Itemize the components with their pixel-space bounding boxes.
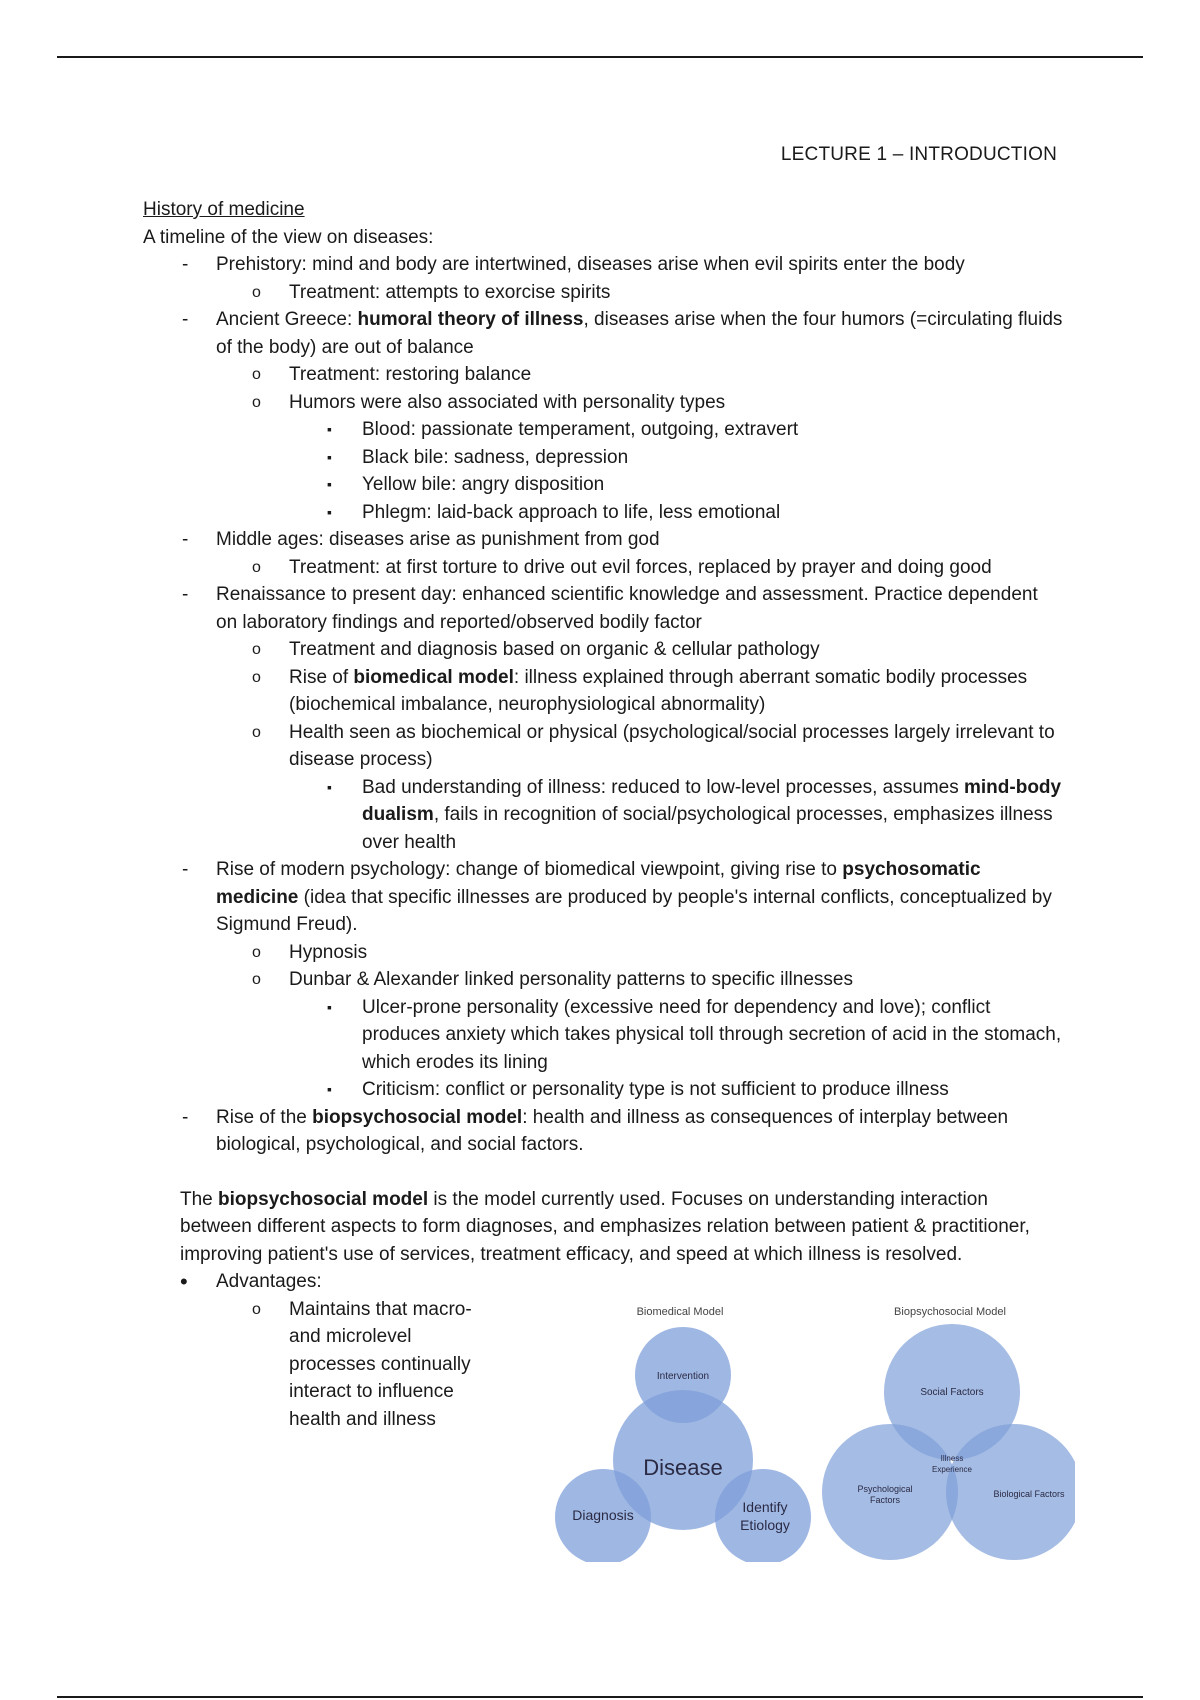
- biomedical-diagnosis-label: Diagnosis: [572, 1507, 634, 1523]
- list-item: - Prehistory: mind and body are intertwined, diseases arise when evil spirits enter the body o Treatment: attempts to exorcise spirits: [143, 251, 1063, 306]
- list-item: o Treatment: attempts to exorcise spirits: [216, 279, 1063, 307]
- biopsychosocial-illness-label-2: Experience: [931, 1465, 973, 1474]
- biomedical-etiology-label-1: Identify: [742, 1499, 788, 1515]
- list-item: o Humors were also associated with personality types ▪ Blood: passionate temperament, outgoing, extravert ▪ Black bile: sadness, depression ▪ Yellow bile: angry disposition ▪ Phlegm: laid-back approach to life, less emotional: [216, 389, 1063, 527]
- list-item: ▪ Yellow bile: angry disposition: [289, 471, 1063, 499]
- biopsychosocial-title: Biopsychosocial Model: [894, 1306, 1006, 1318]
- list-item: • Advantages: o Maintains that macro- and microlevel processes continually interact to influence health and illness: [180, 1268, 1063, 1433]
- list-item: o Maintains that macro- and microlevel processes continually interact to influence health and illness: [216, 1296, 486, 1434]
- document-body: [143, 196, 1063, 1433]
- list-item: o Hypnosis: [216, 939, 1063, 967]
- list-item: - Middle ages: diseases arise as punishment from god o Treatment: at first torture to drive out evil forces, replaced by prayer and doing good: [143, 526, 1063, 581]
- biomedical-etiology-circle: [715, 1469, 811, 1562]
- biopsychosocial-psych-label-2: Factors: [869, 1495, 901, 1505]
- biopsychosocial-psych-label-1: Psychological: [857, 1484, 913, 1494]
- list-item: o Treatment and diagnosis based on organic & cellular pathology: [216, 636, 1063, 664]
- list-item: o Treatment: restoring balance: [216, 361, 1063, 389]
- list-item: - Rise of the biopsychosocial model: health and illness as consequences of interplay between biological, psychological, and social factors.: [143, 1104, 1063, 1159]
- biomedical-title: Biomedical Model: [636, 1306, 724, 1318]
- lecture-header: LECTURE 1 – INTRODUCTION: [780, 144, 1057, 165]
- biomedical-disease-label: Disease: [643, 1455, 723, 1480]
- list-item: ▪ Criticism: conflict or personality type is not sufficient to produce illness: [289, 1076, 1063, 1104]
- list-item: o Rise of biomedical model: illness explained through aberrant somatic bodily processes (biochemical imbalance, neurophysiological abnormality): [216, 664, 1063, 719]
- list-item: o Dunbar & Alexander linked personality patterns to specific illnesses ▪ Ulcer-prone personality (excessive need for dependency and love); conflict produces anxiety which takes physical toll through secretion of acid in the stomach, which erodes its lining ▪ Criticism: conflict or personality type is not sufficient to produce illness: [216, 966, 1063, 1104]
- intro-text: A timeline of the view on diseases:: [143, 226, 434, 248]
- list-item: - Ancient Greece: humoral theory of illness, diseases arise when the four humors (=circulating fluids of the body) are out of balance o Treatment: restoring balance o Humors were also associated with personality types ▪ Blood: passionate temperament, outgoing, extravert ▪ Black bile: sadness, depression ▪ Yellow bile: angry disposition ▪ Phlegm: laid-back approach to life, less emotional: [143, 306, 1063, 526]
- list-item: o Treatment: at first torture to drive out evil forces, replaced by prayer and doing good: [216, 554, 1063, 582]
- model-comparison-figure: [555, 1300, 1075, 1562]
- list-item: - Rise of modern psychology: change of biomedical viewpoint, giving rise to psychosomatic medicine (idea that specific illnesses are produced by people's internal conflicts, conceptualized by Sigmund Freud). o Hypnosis o Dunbar & Alexander linked personality patterns to specific illnesses ▪ Ulcer-prone personality (excessive need for dependency and love); conflict produces anxiety which takes physical toll through secretion of acid in the stomach, which erodes its lining ▪ Criticism: conflict or personality type is not sufficient to produce illness: [143, 856, 1063, 1104]
- list-item: o Health seen as biochemical or physical (psychological/social processes largely irrelevant to disease process) ▪ Bad understanding of illness: reduced to low-level processes, assumes mind-body dualism, fails in recognition of social/psychological processes, emphasizes illness over health: [216, 719, 1063, 857]
- biomedical-etiology-label-2: Etiology: [740, 1517, 790, 1533]
- timeline-list: [143, 251, 1063, 1159]
- top-rule: [57, 56, 1143, 58]
- bottom-rule: [57, 1696, 1143, 1698]
- biopsychosocial-illness-label-1: Illness: [940, 1454, 964, 1463]
- list-item: ▪ Phlegm: laid-back approach to life, less emotional: [289, 499, 1063, 527]
- list-item: ▪ Ulcer-prone personality (excessive need for dependency and love); conflict produces anxiety which takes physical toll through secretion of acid in the stomach, which erodes its lining: [289, 994, 1063, 1077]
- list-item: ▪ Black bile: sadness, depression: [289, 444, 1063, 472]
- biopsychosocial-paragraph: The biopsychosocial model is the model currently used. Focuses on understanding interaction between different aspects to form diagnoses, and emphasizes relation between patient & practitioner, improving patient's use of services, treatment efficacy, and speed at which illness is resolved.: [180, 1188, 1030, 1265]
- list-item: - Renaissance to present day: enhanced scientific knowledge and assessment. Practice dependent on laboratory findings and reported/observed bodily factor o Treatment and diagnosis based on organic & cellular pathology o Rise of biomedical model: illness explained through aberrant somatic bodily processes (biochemical imbalance, neurophysiological abnormality) o Health seen as biochemical or physical (psychological/social processes largely irrelevant to disease process) ▪ Bad understanding of illness: reduced to low-level processes, assumes mind-body dualism, fails in recognition of social/psychological processes, emphasizes illness over health: [143, 581, 1063, 856]
- model-diagram-svg: [555, 1300, 1075, 1562]
- biopsychosocial-bio-label: Biological Factors: [993, 1489, 1065, 1499]
- list-item: ▪ Blood: passionate temperament, outgoing, extravert: [289, 416, 1063, 444]
- biopsychosocial-social-label: Social Factors: [920, 1387, 984, 1398]
- list-item: ▪ Bad understanding of illness: reduced to low-level processes, assumes mind-body dualism, fails in recognition of social/psychological processes, emphasizes illness over health: [289, 774, 1063, 857]
- biomedical-intervention-label: Intervention: [656, 1371, 710, 1382]
- section-title: History of medicine: [143, 199, 305, 220]
